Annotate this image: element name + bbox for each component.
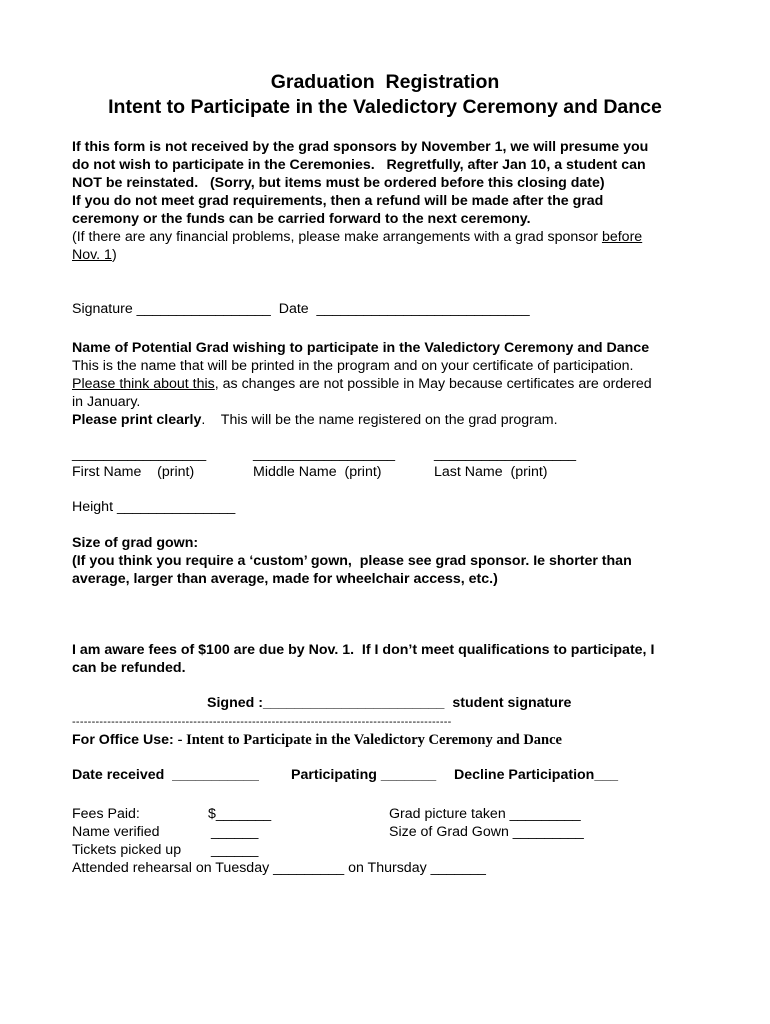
fees-paid-field[interactable]: $_______: [208, 806, 272, 822]
decline-participation-field[interactable]: Decline Participation___: [454, 767, 619, 783]
financial-note-date: Nov. 1: [72, 247, 112, 263]
name-section-text-rest: , as changes are not possible in May because certificates are ordered: [214, 376, 652, 392]
gown-heading: Size of grad gown:: [72, 535, 199, 551]
notice-line: NOT be reinstated. (Sorry, but items must be ordered before this closing date): [72, 175, 605, 191]
print-clearly-line: [72, 411, 558, 429]
office-use-heading: [72, 731, 562, 749]
signature-date-line[interactable]: Signature _________________ Date ___________________________: [72, 301, 530, 317]
financial-note-text: (If there are any financial problems, please make arrangements with a grad sponsor: [72, 229, 602, 245]
office-use-label: For Office Use:: [72, 732, 178, 748]
divider: -------------------------------------------------------------------------------------------------: [72, 716, 452, 728]
gown-note: (If you think you require a ‘custom’ gown, please see grad sponsor. Ie shorter than: [72, 553, 632, 569]
form-title: Graduation Registration: [270, 71, 500, 93]
middle-name-field[interactable]: __________________: [253, 446, 396, 462]
rehearsal-field[interactable]: Attended rehearsal on Tuesday _________ on Thursday _______: [72, 860, 486, 876]
office-use-title: - Intent to Participate in the Valedictory Ceremony and Dance: [177, 732, 562, 748]
notice-line: do not wish to participate in the Ceremonies. Regretfully, after Jan 10, a student can: [72, 157, 646, 173]
print-clearly-rest: . This will be the name registered on the grad program.: [201, 412, 558, 428]
gown-note: average, larger than average, made for wheelchair access, etc.): [72, 571, 498, 587]
student-signature-field[interactable]: Signed :_______________________ student signature: [207, 695, 572, 711]
financial-note-before: before: [601, 229, 643, 245]
first-name-field[interactable]: _________________: [72, 446, 207, 462]
notice-line: If you do not meet grad requirements, then a refund will be made after the grad: [72, 193, 604, 209]
name-verified-label: Name verified: [72, 824, 160, 840]
notice-line: If this form is not received by the grad sponsors by November 1, we will presume you: [72, 139, 649, 155]
form-subtitle: Intent to Participate in the Valedictory Ceremony and Dance: [108, 96, 662, 118]
grad-picture-field[interactable]: Grad picture taken _________: [389, 806, 581, 822]
think-about-this: Please think about this: [72, 376, 215, 392]
last-name-label: Last Name (print): [434, 464, 548, 480]
financial-note: [72, 228, 642, 246]
fees-statement: I am aware fees of $100 are due by Nov. 1. If I don’t meet qualifications to participate, I: [72, 642, 655, 658]
participating-field[interactable]: Participating _______: [291, 767, 437, 783]
print-clearly: Please print clearly: [72, 412, 202, 428]
financial-note-cont: [72, 246, 117, 264]
date-received-field[interactable]: Date received ___________: [72, 767, 259, 783]
financial-note-close: ): [111, 247, 117, 263]
name-section-text: in January.: [72, 394, 141, 410]
tickets-label: Tickets picked up: [72, 842, 182, 858]
last-name-field[interactable]: __________________: [434, 446, 577, 462]
notice-line: ceremony or the funds can be carried forward to the next ceremony.: [72, 211, 531, 227]
middle-name-label: Middle Name (print): [253, 464, 382, 480]
name-verified-field[interactable]: ______: [211, 824, 259, 840]
fees-statement: can be refunded.: [72, 660, 186, 676]
name-section-heading: Name of Potential Grad wishing to participate in the Valedictory Ceremony and Dance: [72, 340, 650, 356]
name-section-text: This is the name that will be printed in the program and on your certificate of participation.: [72, 358, 634, 374]
tickets-field[interactable]: ______: [211, 842, 259, 858]
gown-size-field[interactable]: Size of Grad Gown _________: [389, 824, 584, 840]
height-field[interactable]: Height _______________: [72, 499, 236, 515]
name-section-text: [72, 375, 652, 393]
first-name-label: First Name (print): [72, 464, 195, 480]
fees-paid-label: Fees Paid:: [72, 806, 140, 822]
